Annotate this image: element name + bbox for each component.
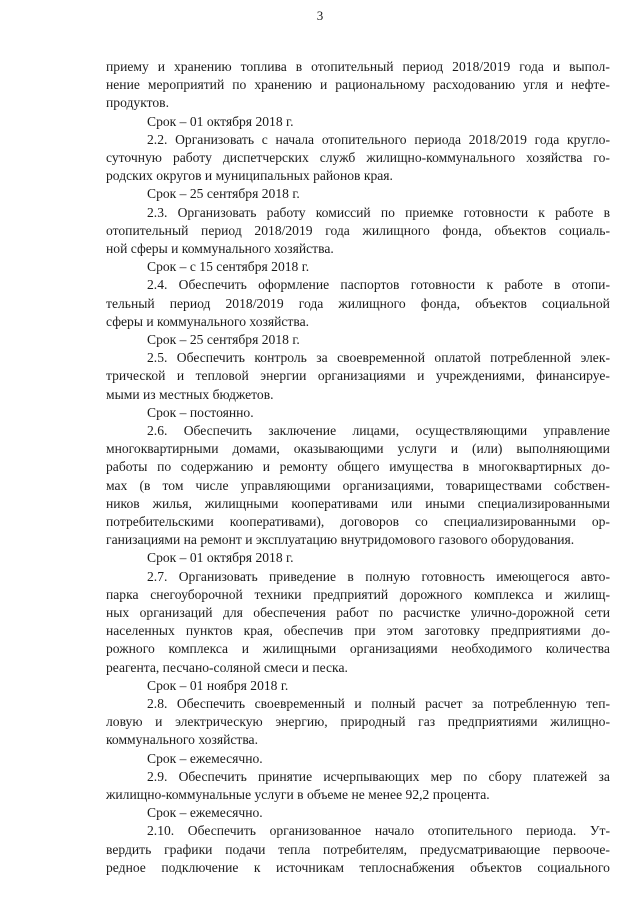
text-line: ловую и электрическую энергию, природный газ предприятиями жилищно- bbox=[106, 714, 610, 730]
text-line: Срок – 25 сентября 2018 г. bbox=[147, 332, 300, 347]
text-line: отопительный период 2018/2019 года жилищного фонда, объектов социаль- bbox=[106, 222, 610, 238]
text-line: сферы и коммунального хозяйства. bbox=[106, 313, 310, 329]
page-number: 3 bbox=[316, 8, 324, 23]
text-line: ников жилья, жилищными кооперативами или иными специализированными bbox=[106, 495, 610, 511]
text-line: тельный период 2018/2019 года жилищного фонда, объектов социальной bbox=[106, 295, 610, 311]
text-line: приему и хранению топлива в отопительный период 2018/2019 года и выпол- bbox=[106, 59, 610, 74]
text-line: населенных пунктов края, обеспечив при этом заготовку предприятиями до- bbox=[106, 623, 610, 639]
text-line: ганизациями на ремонт и эксплуатацию внутридомового газового оборудования. bbox=[106, 532, 575, 548]
text-line: редное подключение к источникам теплоснабжения объектов социального bbox=[106, 859, 610, 875]
text-line: 2.9. Обеспечить принятие исчерпывающих мер по сбору платежей за bbox=[147, 768, 610, 784]
text-line: нение мероприятий по хранению и рациональному расходованию угля и нефте- bbox=[106, 77, 610, 93]
text-line: Срок – постоянно. bbox=[147, 404, 254, 420]
text-line: 2.7. Организовать приведение в полную готовность имеющегося авто- bbox=[147, 568, 610, 584]
text-line: родских округов и муниципальных районов края. bbox=[106, 168, 393, 184]
text-line: 2.4. Обеспечить оформление паспортов готовности к работе в отопи- bbox=[147, 277, 610, 293]
text-line: 2.6. Обеспечить заключение лицами, осуществляющими управление bbox=[147, 423, 610, 438]
text-line: ной сферы и коммунального хозяйства. bbox=[106, 241, 334, 256]
text-line: работы по содержанию и ремонту общего имущества в многоквартирных до- bbox=[106, 459, 610, 475]
text-line: мыми из местных бюджетов. bbox=[106, 386, 274, 402]
text-line: вердить графики подачи тепла потребителям, предусматривающие первооче- bbox=[106, 841, 610, 857]
text-line: Срок – ежемесячно. bbox=[147, 805, 263, 821]
text-line: Срок – 01 ноября 2018 г. bbox=[147, 677, 289, 693]
text-line: мах (в том числе управляющими организациями, товариществами собствен- bbox=[106, 477, 610, 493]
text-line: Срок – 25 сентября 2018 г. bbox=[147, 186, 300, 202]
text-line: Срок – 01 октября 2018 г. bbox=[147, 550, 294, 566]
text-line: 2.2. Организовать с начала отопительного периода 2018/2019 года кругло- bbox=[147, 131, 610, 147]
text-line: потребительскими кооперативами), договоров со специализированными ор- bbox=[106, 514, 610, 529]
text-line: ных организаций для обеспечения работ по расчистке улично-дорожной сети bbox=[106, 605, 610, 620]
text-line: Срок – ежемесячно. bbox=[147, 750, 263, 766]
text-line: коммунального хозяйства. bbox=[106, 732, 258, 748]
text-line: Срок – с 15 сентября 2018 г. bbox=[147, 259, 310, 275]
text-line: многоквартирными домами, оказывающими услуги и (или) выполняющими bbox=[106, 441, 610, 457]
text-line: 2.10. Обеспечить организованное начало отопительного периода. Ут- bbox=[147, 823, 610, 839]
text-line: парка снегоуборочной техники предприятий дорожного комплекса и жилищ- bbox=[106, 586, 610, 602]
text-line: трической и тепловой энергии организациями и учреждениями, финансируе- bbox=[106, 368, 610, 384]
text-line: 2.3. Организовать работу комиссий по приемке готовности к работе в bbox=[147, 204, 610, 220]
text-line: жилищно-коммунальные услуги в объеме не менее 92,2 процента. bbox=[106, 787, 490, 802]
text-line: реагента, песчано-соляной смеси и песка. bbox=[106, 659, 348, 675]
text-line: рожного комплекса и жилищными организациями необходимого количества bbox=[106, 641, 610, 657]
text-line: Срок – 01 октября 2018 г. bbox=[147, 113, 294, 129]
text-line: 2.8. Обеспечить своевременный и полный расчет за потребленную теп- bbox=[147, 696, 610, 711]
text-line: продуктов. bbox=[106, 95, 169, 111]
text-line: суточную работу диспетчерских служб жилищно-коммунального хозяйства го- bbox=[106, 150, 610, 165]
text-line: 2.5. Обеспечить контроль за своевременной оплатой потребленной элек- bbox=[147, 350, 610, 366]
